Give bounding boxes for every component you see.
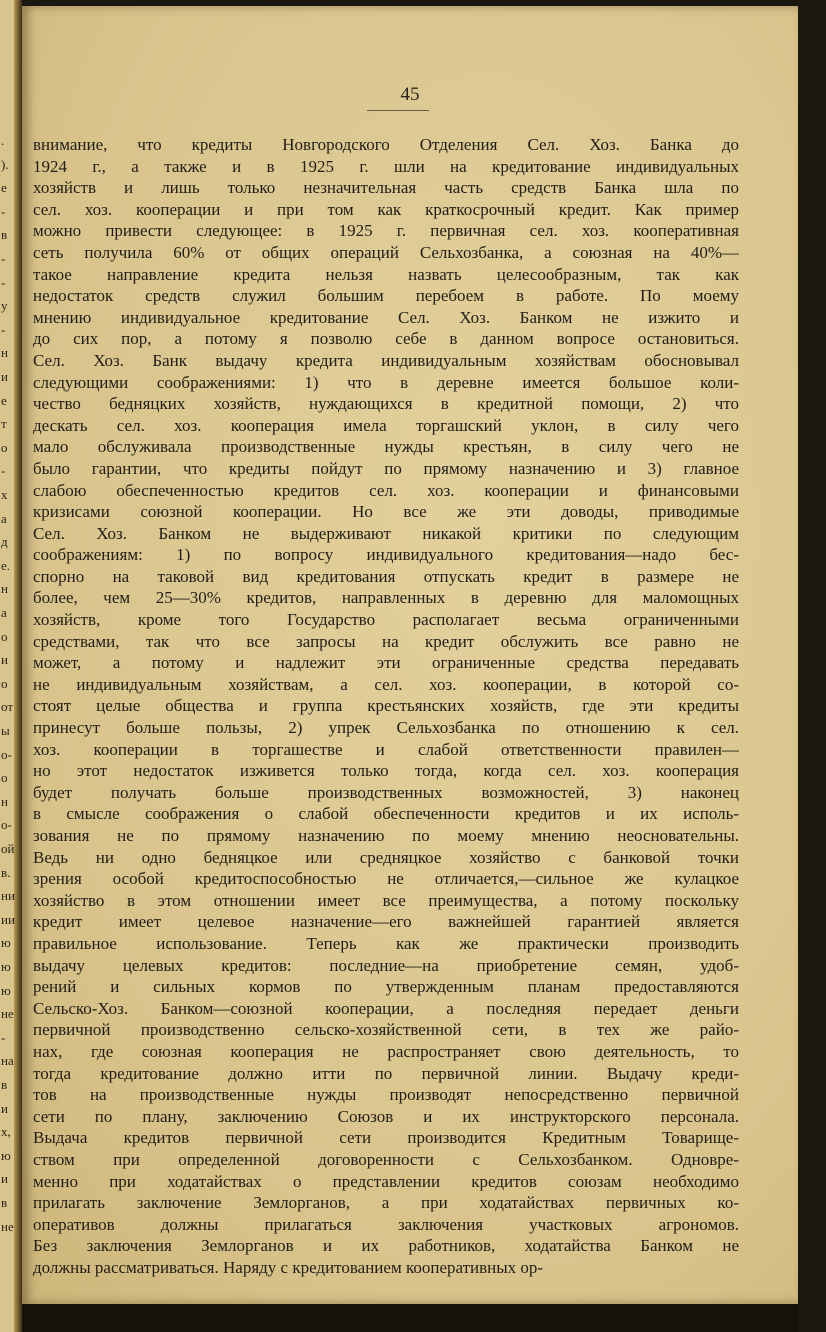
left-margin-fragment: в	[1, 1077, 8, 1092]
book-gutter	[14, 0, 22, 1332]
left-margin-fragment: а	[1, 605, 7, 620]
left-margin-fragment: на	[1, 1053, 14, 1069]
left-margin-fragment: и	[1, 1171, 8, 1187]
text-line: оперативов должны прилагаться заключения участковых агрономов.	[33, 1214, 739, 1234]
text-line: но этот недостаток изживется только тогда, когда сел. хоз. кооперация	[33, 761, 739, 781]
text-line: слабою обеспеченностью кредитов сел. хоз. кооперации и финансовыми	[33, 480, 739, 500]
text-line: зрения особой кредитоспособностью не отличается,—сильное же кулацкое	[33, 869, 739, 889]
left-margin-fragment: ю	[1, 1147, 11, 1163]
text-line: мнению индивидуальное кредитование Сел. Хоз. Банком не изжито и	[33, 307, 739, 327]
left-margin-fragment: е	[1, 392, 7, 408]
text-line: следующими соображениями: 1) что в деревне имеется большое коли-	[33, 372, 739, 392]
left-margin-fragment: н	[1, 793, 8, 809]
left-margin-fragment: и	[1, 369, 8, 384]
left-margin-fragment: ю	[1, 982, 11, 998]
left-margin-fragment: -	[1, 274, 6, 290]
left-margin-fragment: в	[1, 227, 8, 243]
left-margin-fragment: н	[1, 345, 8, 361]
text-line: соображениям: 1) по вопросу индивидуального кредитования—надо бес-	[33, 545, 739, 565]
text-line: было гарантии, что кредиты пойдут по прямому назначению и 3) главное	[33, 458, 739, 478]
text-line: хоз. кооперации в торгашестве и слабой ответственности правилен—	[33, 739, 739, 759]
left-margin-fragment: х,	[1, 1124, 11, 1140]
text-line: Ведь ни одно бедняцкое или средняцкое хозяйство с банковой точки	[33, 847, 739, 867]
text-line: ством при определенной договоренности с Сельхозбанком. Одновре-	[33, 1149, 739, 1169]
text-line: внимание, что кредиты Новгородского Отделения Сел. Хоз. Банка до	[33, 135, 739, 154]
text-line: мало обслуживала производственные нужды крестьян, в силу чего не	[33, 437, 739, 457]
text-line: не индивидуальным хозяйствам, а сел. хоз. кооперации, в которой со-	[33, 674, 739, 694]
page-number-rule	[367, 110, 429, 111]
left-margin-fragment: ).	[1, 156, 9, 172]
bottom-shadow	[22, 1304, 798, 1332]
text-line: первичной производственно сельско-хозяйственной сети, в тех же райо-	[33, 1020, 739, 1040]
left-margin-fragment: о-	[1, 746, 12, 762]
left-margin-fragment: е.	[1, 557, 11, 573]
left-margin-fragment: в	[1, 1195, 8, 1210]
text-line: Сел. Хоз. Банком не выдерживают никакой критики по следующим	[33, 523, 739, 543]
left-margin-fragment: о	[1, 439, 8, 455]
text-line: прилагать заключение Землорганов, а при ходатайствах первичных ко-	[33, 1193, 739, 1213]
left-margin-fragment: ы	[1, 723, 10, 738]
left-margin-fragment: -	[1, 251, 6, 266]
left-margin-fragment: -	[1, 321, 6, 337]
text-line: стоят целые общества и группа крестьянских хозяйств, где эти кредиты	[33, 696, 739, 716]
text-line: хозяйство в этом отношении имеет все преимущества, а потому поскольку	[33, 890, 739, 910]
text-line: будет получать больше производственных возможностей, 3) наконец	[33, 782, 739, 802]
left-margin-fragment: -	[1, 463, 6, 479]
text-line: принесут больше пользы, 2) упрек Сельхозбанка по отношению к сел.	[33, 718, 739, 738]
text-line: сел. хоз. кооперации и при том как краткосрочный кредит. Как пример	[33, 199, 739, 219]
left-margin-fragment: ю	[1, 935, 11, 951]
left-margin-fragment: о-	[1, 817, 12, 833]
text-line: более, чем 25—30% кредитов, направленных в деревню для маломощных	[33, 588, 739, 608]
page-number: 45	[400, 84, 420, 105]
left-margin-fragment: .	[1, 133, 5, 148]
text-line: сети по плану, заключению Союзов и их инструкторского персонала.	[33, 1106, 739, 1126]
left-margin-fragment: х	[1, 487, 8, 502]
text-line: средствами, так что все запросы на кредит обслужить все равно не	[33, 631, 739, 651]
left-margin-fragment: не	[1, 1218, 14, 1234]
text-line: менно при ходатайствах о представлении кредитов союзам необходимо	[33, 1171, 739, 1191]
text-line: может, а потому и надлежит эти ограниченные средства передавать	[33, 653, 739, 673]
text-line: дескать сел. хоз. кооперация имела торгашский уклон, в силу чего	[33, 415, 739, 435]
text-line: Сельско-Хоз. Банком—союзной кооперации, а последняя передает деньги	[33, 998, 739, 1018]
left-margin-fragment: т	[1, 416, 7, 432]
left-margin-fragment: е	[1, 180, 7, 196]
text-line: можно привести следующее: в 1925 г. первичная сел. хоз. кооперативная	[33, 221, 739, 241]
left-margin-fragment: у	[1, 298, 8, 314]
text-line: Выдача кредитов первичной сети производится Кредитным Товарище-	[33, 1128, 739, 1148]
text-line: такое направление кредита нельзя назвать целесообразным, так как	[33, 264, 739, 284]
left-page-edge	[0, 0, 22, 1332]
left-margin-fragment: и	[1, 652, 8, 668]
left-margin-fragment: д	[1, 534, 8, 550]
left-margin-fragment: в.	[1, 864, 11, 880]
text-line: до сих пор, а потому я позволю себе в данном вопросе остановиться.	[33, 329, 739, 349]
text-line: выдачу целевых кредитов: последние—на приобретение семян, удоб-	[33, 955, 739, 975]
text-line: недостаток средств служил большим перебоем в работе. По моему	[33, 286, 739, 306]
left-margin-fragment: о	[1, 628, 8, 644]
body-text	[33, 134, 739, 1278]
text-line: сеть получила 60% от общих операций Сельхозбанка, а союзная на 40%—	[33, 242, 739, 262]
left-margin-fragment: ии	[1, 911, 15, 927]
left-margin-fragment: от	[1, 699, 14, 715]
left-margin-fragment: о	[1, 675, 8, 691]
left-margin-fragment: а	[1, 510, 7, 526]
text-line: Сел. Хоз. Банк выдачу кредита индивидуальным хозяйствам обосновывал	[33, 350, 739, 370]
text-line: зования не по прямому назначению по моему мнению неосновательны.	[33, 826, 739, 845]
text-line: нах, где союзная кооперация не распространяет свою деятельность, то	[33, 1041, 739, 1061]
text-line: спорно на таковой вид кредитования отпускать кредит в размере не	[33, 566, 739, 586]
text-line: Без заключения Землорганов и их работников, ходатайства Банком не	[33, 1236, 739, 1256]
left-margin-fragment: ой	[1, 841, 15, 856]
text-line: рений и сильных кормов по утвержденным планам предоставляются	[33, 977, 739, 997]
left-margin-fragment: ю	[1, 959, 11, 974]
text-line: тов на производственные нужды производят непосредственно первичной	[33, 1085, 739, 1105]
left-margin-fragment: не	[1, 1006, 14, 1022]
text-line: 1924 г., а также и в 1925 г. шли на кредитование индивидуальных	[33, 156, 739, 176]
left-margin-fragment: и	[1, 1100, 8, 1116]
left-margin-fragment: о	[1, 770, 8, 786]
left-margin-fragment: ни	[1, 888, 15, 904]
text-line: должны рассматриваться. Наряду с кредитованием кооперативных ор-	[33, 1257, 544, 1277]
left-margin-fragment: -	[1, 203, 6, 219]
text-line: тогда кредитование должно итти по первичной линии. Выдачу креди-	[33, 1063, 739, 1083]
text-line: кредит имеет целевое назначение—его важнейшей гарантией является	[33, 912, 739, 932]
text-line: хозяйств, кроме того Государство располагает весьма ограниченными	[33, 610, 739, 630]
text-line: кризисами союзной кооперации. Но все же эти доводы, приводимые	[33, 502, 739, 522]
book-page	[22, 6, 798, 1304]
left-margin-fragment: н	[1, 581, 8, 597]
text-line: чество бедняцких хозяйств, нуждающихся в кредитной помощи, 2) что	[33, 394, 739, 414]
text-line: в смысле соображения о слабой обеспеченности кредитов и их исполь-	[33, 804, 739, 824]
text-line: хозяйств и лишь только незначительная часть средств Банка шла по	[33, 178, 739, 198]
text-line: правильное использование. Теперь как же практически производить	[33, 933, 739, 953]
left-margin-fragment: -	[1, 1029, 6, 1045]
